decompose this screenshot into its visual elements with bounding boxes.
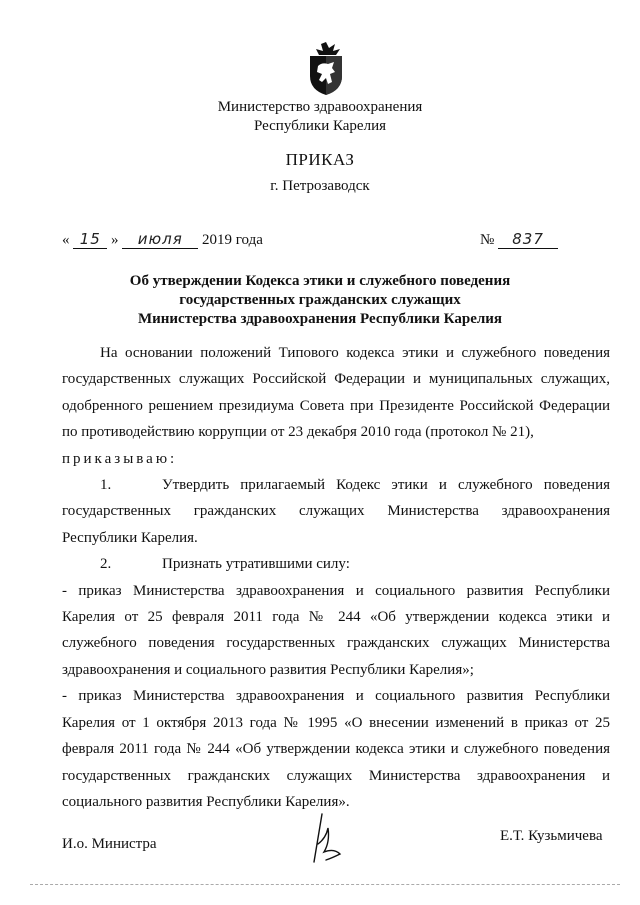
- order-subject: [0, 272, 640, 329]
- signatory-position: И.о. Министра: [62, 836, 157, 852]
- item-2: [62, 551, 610, 577]
- order-directive: приказываю:: [62, 450, 178, 467]
- city-label: г. Петрозаводск: [270, 178, 370, 194]
- number-value: 837: [498, 230, 558, 249]
- item-2-subitem-1: - приказ Министерства здравоохранения и социального развития Республики Карелия от 25 февраля 2011 года № 244 «Об утверждении кодекса этики и служебного поведения государственных гражданских служащих Министерства здравоохранения и социального развития Республики Карелия»;: [62, 582, 610, 678]
- handwritten-signature-icon: [300, 808, 360, 868]
- date-close-quote: »: [111, 232, 119, 248]
- preamble-paragraph: На основании положений Типового кодекса этики и служебного поведения государственных служащих Российской Федерации и муниципальных служащих, одобренного решением президиума Совета при Президенте Российской Федерации по противодействию коррупции от 23 декабря 2010 года (протокол № 21),: [62, 345, 610, 441]
- ministry-name-line1: Министерство здравоохранения: [217, 99, 423, 115]
- ministry-name-line2: Республики Карелия: [253, 118, 387, 134]
- item-2-subitem-2: - приказ Министерства здравоохранения и социального развития Республики Карелия от 1 октября 2013 года № 1995 «О внесении изменений в приказ от 25 февраля 2011 года № 244 «Об утверждении кодекса этики и служебного поведения государственных гражданских служащих Министерства здравоохранения и социального развития Республики Карелия».: [62, 688, 610, 810]
- order-body: [62, 340, 610, 815]
- item-1-number: 1.: [100, 477, 112, 494]
- document-type-title: ПРИКАЗ: [285, 150, 355, 169]
- subject-line3: Министерства здравоохранения Республики Карелия: [137, 311, 503, 327]
- date-month: июля: [122, 230, 198, 249]
- order-number: [480, 230, 558, 249]
- item-1-text: Утвердить прилагаемый Кодекс этики и служебного поведения государственных гражданских служащих Министерства здравоохранения Республики Карелия.: [62, 477, 610, 546]
- karelia-coat-of-arms-icon: [302, 40, 350, 96]
- item-2-number: 2.: [100, 556, 112, 573]
- date-year: 2019 года: [202, 232, 263, 248]
- date-open-quote: «: [62, 232, 70, 248]
- page-bottom-edge: [30, 884, 620, 885]
- subject-line1: Об утверждении Кодекса этики и служебного поведения: [129, 273, 511, 289]
- item-1: [62, 472, 610, 551]
- number-label: №: [480, 232, 495, 248]
- ministry-header: [0, 98, 640, 136]
- date-day: 15: [73, 230, 107, 249]
- signatory-name: Е.Т. Кузьмичева: [500, 828, 603, 844]
- subject-line2: государственных гражданских служащих: [179, 292, 461, 308]
- order-date: [62, 230, 263, 249]
- item-2-text: Признать утратившими силу:: [162, 556, 350, 573]
